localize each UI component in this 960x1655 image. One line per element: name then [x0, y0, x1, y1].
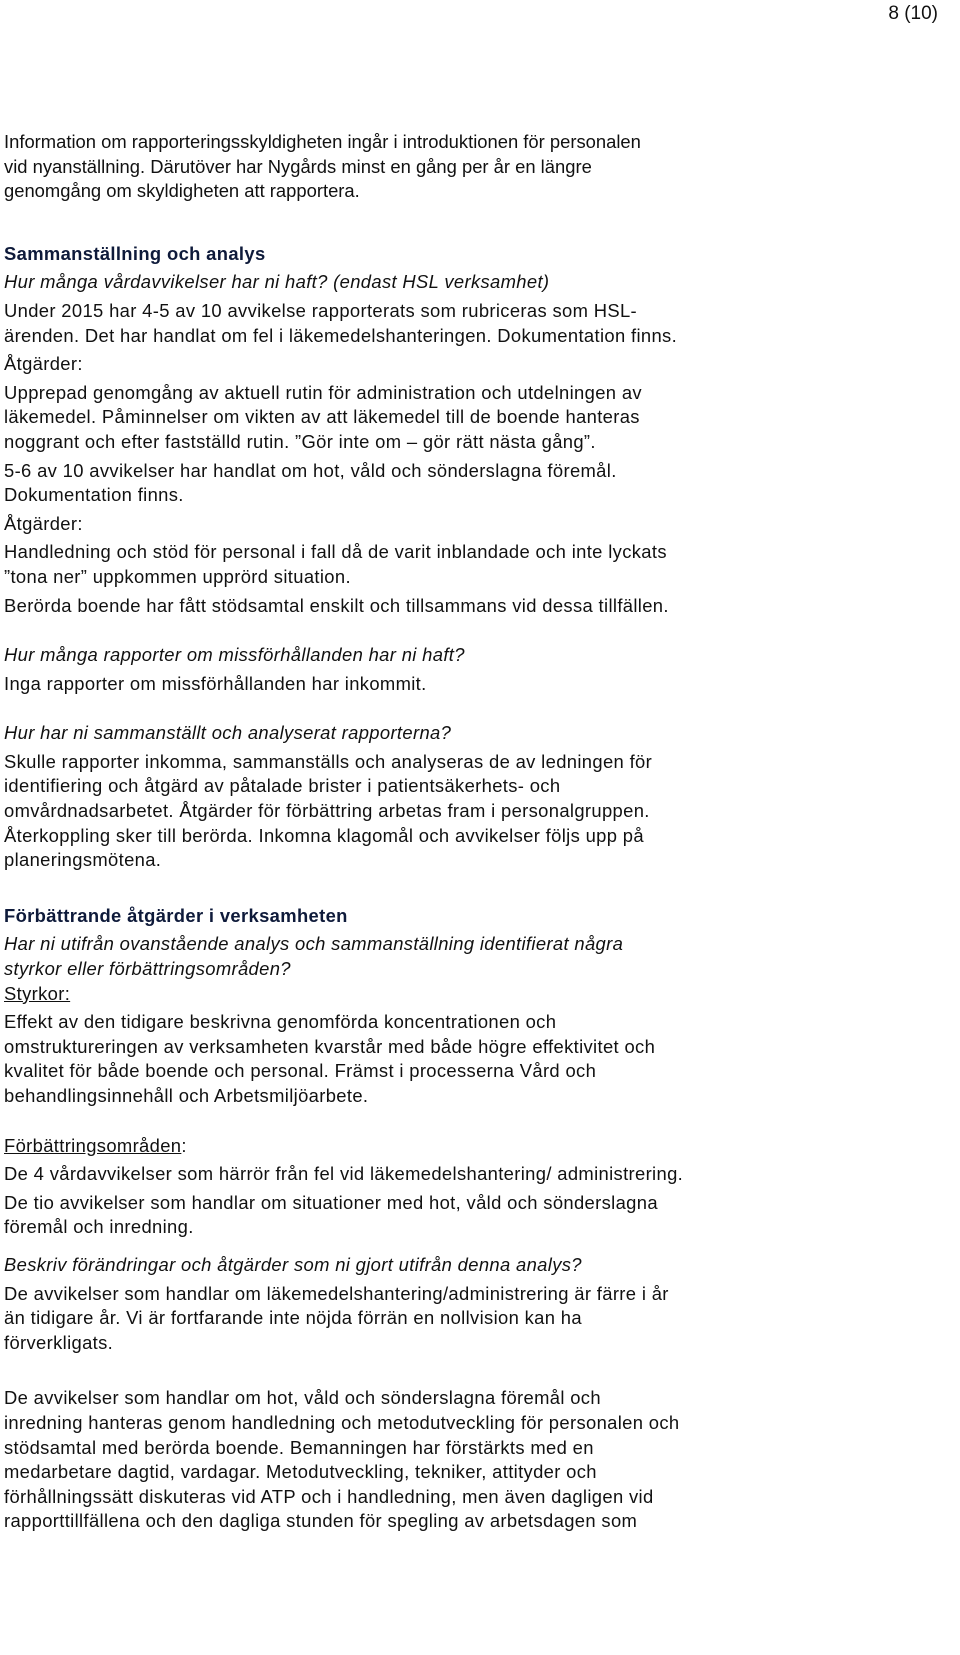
text-line: omstruktureringen av verksamheten kvarstår med både högre effektivitet och [4, 1035, 656, 1057]
text-line: ”tona ner” uppkommen upprörd situation. [4, 565, 351, 587]
text-line: omvårdnadsarbetet. Åtgärder för förbättring arbetas fram i personalgruppen. [4, 800, 650, 822]
text-line: Handledning och stöd för personal i fall då de varit inblandade och inte lyckats [4, 541, 667, 563]
text-line: stödsamtal med berörda boende. Bemanningen har förstärkts med en [4, 1436, 594, 1458]
text-line: Under 2015 har 4-5 av 10 avvikelse rapporterats som rubriceras som HSL- [4, 299, 638, 321]
intro-paragraph [4, 130, 934, 204]
answer-paragraph [4, 299, 934, 348]
forbattringsomraden-label-text: Förbättringsområden [4, 1134, 182, 1156]
text-line: Återkoppling sker till berörda. Inkomna klagomål och avvikelser följs upp på [4, 824, 644, 846]
section-heading: Förbättrande åtgärder i verksamheten [4, 904, 348, 926]
text-line: Effekt av den tidigare beskrivna genomförda koncentrationen och [4, 1011, 557, 1033]
styrkor-paragraph [4, 1010, 934, 1108]
atgarder-label: Åtgärder: [4, 512, 83, 534]
page-number: 8 (10) [888, 3, 938, 24]
boende-paragraph: Berörda boende har fått stödsamtal enskilt och tillsammans vid dessa tillfällen. [4, 594, 669, 616]
question-heading: Hur många vårdavvikelser har ni haft? (endast HSL verksamhet) [4, 271, 550, 293]
text-line: föremål och inredning. [4, 1216, 194, 1238]
text-line: Upprepad genomgång av aktuell rutin för administration och utdelningen av [4, 381, 642, 403]
styrkor-label: Styrkor: [4, 982, 71, 1004]
text-line: än tidigare år. Vi är fortfarande inte nöjda förrän en nollvision kan ha [4, 1307, 582, 1329]
text-line: läkemedel. Påminnelser om vikten av att läkemedel till de boende hanteras [4, 406, 640, 428]
question-heading [4, 932, 934, 981]
document-body [4, 130, 934, 1534]
text-line: Skulle rapporter inkomma, sammanställs och analyseras de av ledningen för [4, 750, 653, 772]
question-heading: Beskriv förändringar och åtgärder som ni gjort utifrån denna analys? [4, 1253, 582, 1275]
forbattring-item [4, 1191, 934, 1240]
atgarder-paragraph [4, 540, 934, 589]
text-line: behandlingsinnehåll och Arbetsmiljöarbete. [4, 1085, 369, 1106]
forbattringsomraden-label [4, 1134, 934, 1159]
text-line: Dokumentation finns. [4, 484, 184, 506]
atgarder-paragraph [4, 381, 934, 455]
text-line: styrkor eller förbättringsområden? [4, 958, 291, 980]
question-heading: Hur har ni sammanställt och analyserat rapporterna? [4, 722, 452, 744]
text-line: 5-6 av 10 avvikelser har handlat om hot, våld och sönderslagna föremål. [4, 459, 617, 481]
text-line: förhållningssätt diskuteras vid ATP och i handledning, men även dagligen vid [4, 1485, 654, 1507]
text-line: identifiering och åtgärd av påtalade brister i patientsäkerhets- och [4, 775, 561, 797]
text-line: planeringsmötena. [4, 849, 162, 871]
text-line: genomgång om skyldigheten att rapportera. [4, 180, 360, 202]
section-heading: Sammanställning och analys [4, 242, 266, 264]
text-line: förverkligats. [4, 1331, 114, 1353]
text-line: Information om rapporteringsskyldigheten ingår i introduktionen för personalen [4, 131, 641, 152]
answer-paragraph [4, 1282, 934, 1356]
text-line: kvalitet för både boende och personal. Främst i processerna Vård och [4, 1060, 597, 1082]
text-line: rapporttillfällena och den dagliga stunden för spegling av arbetsdagen som [4, 1510, 638, 1532]
text-line: De avvikelser som handlar om läkemedelshantering/administrering är färre i år [4, 1282, 669, 1304]
text-line: medarbetare dagtid, vardagar. Metodutveckling, tekniker, attityder och [4, 1461, 597, 1483]
answer-paragraph [4, 459, 934, 508]
text-line: vid nyanställning. Därutöver har Nygårds minst en gång per år en längre [4, 155, 592, 177]
text-line: Har ni utifrån ovanstående analys och sammanställning identifierat några [4, 933, 624, 955]
label-colon: : [181, 1134, 187, 1156]
text-line: inredning hanteras genom handledning och metodutveckling för personalen och [4, 1411, 680, 1433]
text-line: noggrant och efter fastställd rutin. ”Gör inte om – gör rätt nästa gång”. [4, 430, 596, 452]
atgarder-label: Åtgärder: [4, 353, 83, 375]
question-heading: Hur många rapporter om missförhållanden har ni haft? [4, 644, 465, 666]
forbattring-item: De 4 vårdavvikelser som härrör från fel vid läkemedelshantering/ administrering. [4, 1163, 684, 1185]
text-line: ärenden. Det har handlat om fel i läkemedelshanteringen. Dokumentation finns. [4, 324, 678, 346]
answer-paragraph [4, 1386, 934, 1534]
text-line: De avvikelser som handlar om hot, våld och sönderslagna föremål och [4, 1387, 601, 1409]
text-line: De tio avvikelser som handlar om situationer med hot, våld och sönderslagna [4, 1191, 658, 1213]
answer-paragraph: Inga rapporter om missförhållanden har inkommit. [4, 672, 427, 694]
answer-paragraph [4, 750, 934, 873]
